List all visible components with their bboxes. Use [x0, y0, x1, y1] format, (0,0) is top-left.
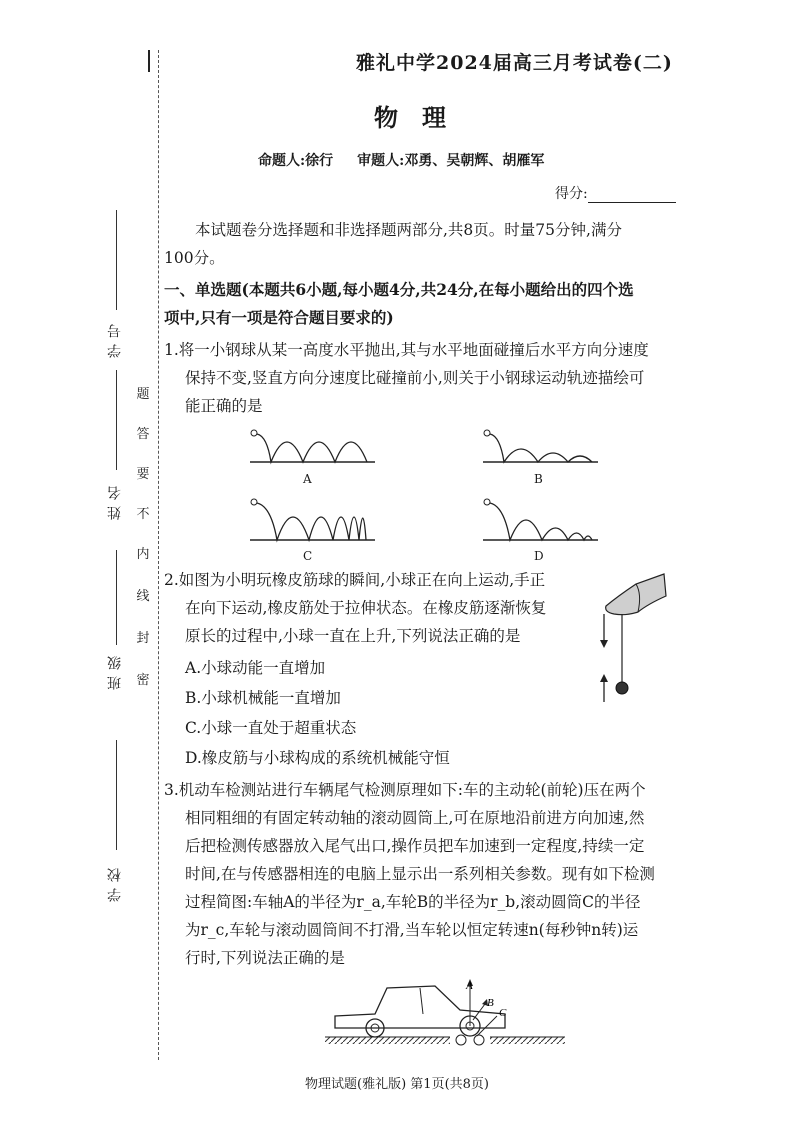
seal-notice-char: 封	[136, 631, 150, 646]
question-2-option: C.小球一直处于超重状态	[185, 719, 357, 737]
field-class-line	[116, 550, 117, 645]
question-2-text: 2.如图为小明玩橡皮筋球的瞬间,小球正在向上运动,手正	[164, 571, 546, 589]
author: 命题人:徐行	[258, 153, 334, 169]
figure-label: C	[303, 549, 313, 563]
figure-label: C	[499, 1007, 507, 1019]
field-name: 姓名	[107, 480, 123, 520]
score-field	[555, 183, 676, 203]
seal-notice-char: 题	[136, 387, 150, 402]
score-blank	[588, 188, 676, 203]
figure-label: D	[534, 549, 544, 563]
question-3-text: 为r_c,车轮与滚动圆筒间不打滑,当车轮以恒定转速n(每秒钟n转)运	[185, 921, 639, 939]
field-student-id: 学号	[107, 318, 123, 358]
binding-mark	[148, 50, 150, 72]
authors-line	[258, 150, 568, 170]
question-1-text: 能正确的是	[185, 397, 263, 415]
car-roller-figure	[325, 970, 565, 1048]
exam-series-title: 雅礼中学2024届高三月考试卷(二)	[356, 52, 673, 74]
field-student-id-line	[116, 210, 117, 310]
seal-notice-char: 线	[136, 589, 150, 604]
question-2-option: B.小球机械能一直增加	[185, 689, 341, 707]
seal-notice-char: 要	[136, 467, 150, 482]
score-label: 得分:	[555, 186, 588, 202]
field-class: 班级	[107, 650, 123, 690]
question-2-text: 在向下运动,橡皮筋处于拉伸状态。在橡皮筋逐渐恢复	[185, 599, 547, 617]
question-3-text: 过程简图:车轴A的半径为r_a,车轮B的半径为r_b,滚动圆筒C的半径	[185, 893, 641, 911]
intro-line: 本试题卷分选择题和非选择题两部分,共8页。时量75分钟,满分	[195, 221, 622, 239]
rubber-ball-figure	[592, 568, 672, 713]
figure-label: B	[487, 997, 494, 1009]
seal-notice-char: 内	[136, 547, 150, 562]
subject-title: 物理	[374, 103, 470, 132]
question-2-option: A.小球动能一直增加	[185, 659, 326, 677]
question-3-text: 行时,下列说法正确的是	[185, 949, 345, 967]
intro-line: 100分。	[164, 249, 225, 267]
question-2-option: D.橡皮筋与小球构成的系统机械能守恒	[185, 749, 450, 767]
question-3-text: 相同粗细的有固定转动轴的滚动圆筒上,可在原地沿前进方向加速,然	[185, 809, 645, 827]
section-heading: 一、单选题(本题共6小题,每小题4分,共24分,在每小题给出的四个选	[164, 280, 634, 299]
seal-notice-char: 不	[136, 507, 150, 522]
seal-notice-char: 答	[136, 427, 150, 442]
seal-notice-char: 密	[136, 673, 150, 688]
figure-label: B	[534, 472, 543, 486]
field-school-line	[116, 740, 117, 850]
trajectory-figure-c	[245, 492, 380, 547]
trajectory-figure-a	[245, 420, 380, 470]
question-1-text: 保持不变,竖直方向分速度比碰撞前小,则关于小钢球运动轨迹描绘可	[185, 369, 645, 387]
figure-label: A	[466, 980, 473, 992]
field-name-line	[116, 370, 117, 470]
figure-label: A	[303, 472, 312, 486]
question-3-text: 3.机动车检测站进行车辆尾气检测原理如下:车的主动轮(前轮)压在两个	[164, 781, 646, 799]
field-school: 学校	[107, 862, 123, 902]
trajectory-figure-b	[478, 420, 603, 470]
question-2-text: 原长的过程中,小球一直在上升,下列说法正确的是	[185, 627, 521, 645]
seal-line	[158, 50, 159, 1060]
question-3-text: 后把检测传感器放入尾气出口,操作员把车加速到一定程度,持续一定	[185, 837, 645, 855]
question-1-text: 1.将一小钢球从某一高度水平抛出,其与水平地面碰撞后水平方向分速度	[164, 341, 649, 359]
question-3-text: 时间,在与传感器相连的电脑上显示出一系列相关参数。现有如下检测	[185, 865, 655, 883]
trajectory-figure-d	[478, 492, 603, 547]
reviewers: 审题人:邓勇、吴朝辉、胡雁军	[357, 153, 545, 169]
page-footer: 物理试题(雅礼版) 第1页(共8页)	[305, 1077, 489, 1092]
section-heading: 项中,只有一项是符合题目要求的)	[164, 308, 394, 327]
